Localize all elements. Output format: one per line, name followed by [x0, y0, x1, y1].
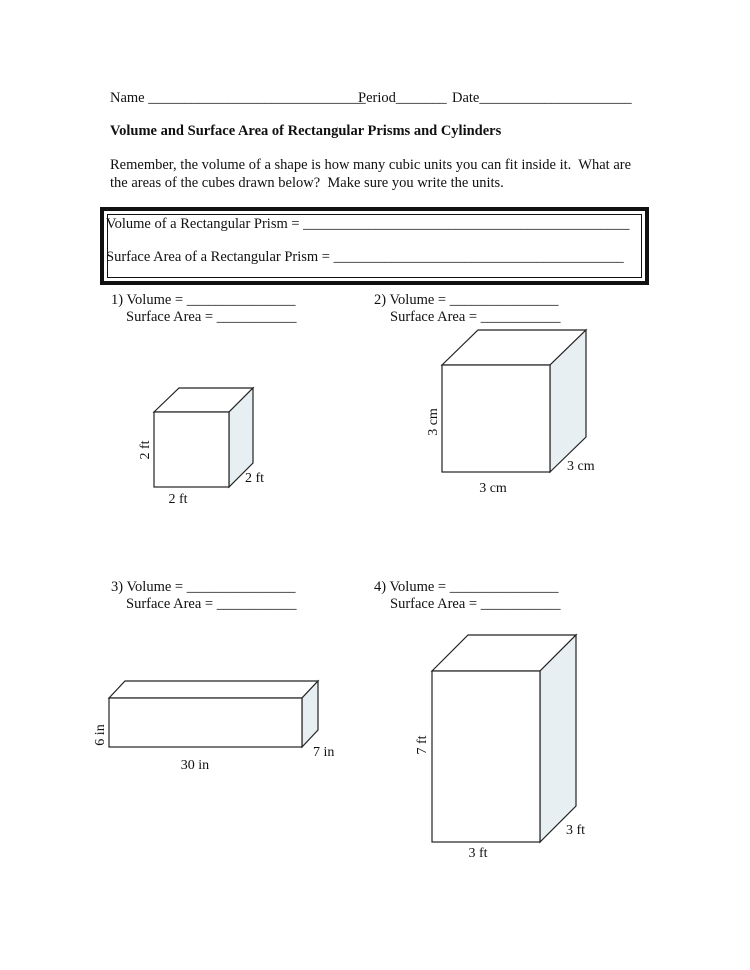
problem-3-volume-field[interactable]: 3) Volume = _______________ — [111, 579, 296, 595]
cube-1-depth-label: 2 ft — [245, 471, 265, 486]
problem-3-surface-area-field[interactable]: Surface Area = ___________ — [126, 596, 297, 612]
prism-3-top-face — [109, 681, 318, 698]
instructions-line-1: Remember, the volume of a shape is how many cubic units you can fit inside it. What are — [110, 157, 632, 173]
instructions-line-2: the areas of the cubes drawn below? Make sure you write the units. — [110, 175, 504, 191]
surface-area-formula-field[interactable]: Surface Area of a Rectangular Prism = ________________________________________ — [106, 249, 624, 265]
problem-4-volume-field[interactable]: 4) Volume = _______________ — [374, 579, 559, 595]
problem-1-volume-field[interactable]: 1) Volume = _______________ — [111, 292, 296, 308]
cube-2-front-face — [442, 365, 550, 472]
prism-3-depth-label: 7 in — [313, 745, 335, 760]
problem-2-cube — [442, 330, 586, 472]
prism-4-side-face — [540, 635, 576, 842]
date-field[interactable]: Date_____________________ — [452, 90, 632, 106]
prism-3-width-label: 30 in — [180, 758, 210, 773]
worksheet-title: Volume and Surface Area of Rectangular Prisms and Cylinders — [110, 123, 502, 139]
cube-1-height-label: 2 ft — [138, 440, 153, 460]
prism-3-front-face — [109, 698, 302, 747]
problem-2-volume-field[interactable]: 2) Volume = _______________ — [374, 292, 559, 308]
prism-4-depth-label: 3 ft — [566, 823, 586, 838]
prism-4-front-face — [432, 671, 540, 842]
period-field[interactable]: Period_______ — [358, 90, 447, 106]
cube-1-front-face — [154, 412, 229, 487]
prism-3-height-label: 6 in — [93, 724, 108, 746]
problem-4-surface-area-field[interactable]: Surface Area = ___________ — [390, 596, 561, 612]
cube-1-width-label: 2 ft — [168, 492, 188, 507]
prism-4-height-label: 7 ft — [415, 735, 430, 755]
volume-formula-field[interactable]: Volume of a Rectangular Prism = _____________________________________________ — [106, 216, 630, 232]
name-field[interactable]: Name ______________________________ — [110, 90, 366, 106]
problem-4-prism — [432, 635, 576, 842]
prism-4-width-label: 3 ft — [468, 846, 488, 861]
cube-2-width-label: 3 cm — [479, 481, 507, 496]
problem-2-surface-area-field[interactable]: Surface Area = ___________ — [390, 309, 561, 325]
problem-1-cube — [154, 388, 253, 487]
cube-2-depth-label: 3 cm — [567, 459, 595, 474]
cube-2-height-label: 3 cm — [426, 408, 441, 436]
problem-1-surface-area-field[interactable]: Surface Area = ___________ — [126, 309, 297, 325]
problem-3-prism — [109, 681, 318, 747]
